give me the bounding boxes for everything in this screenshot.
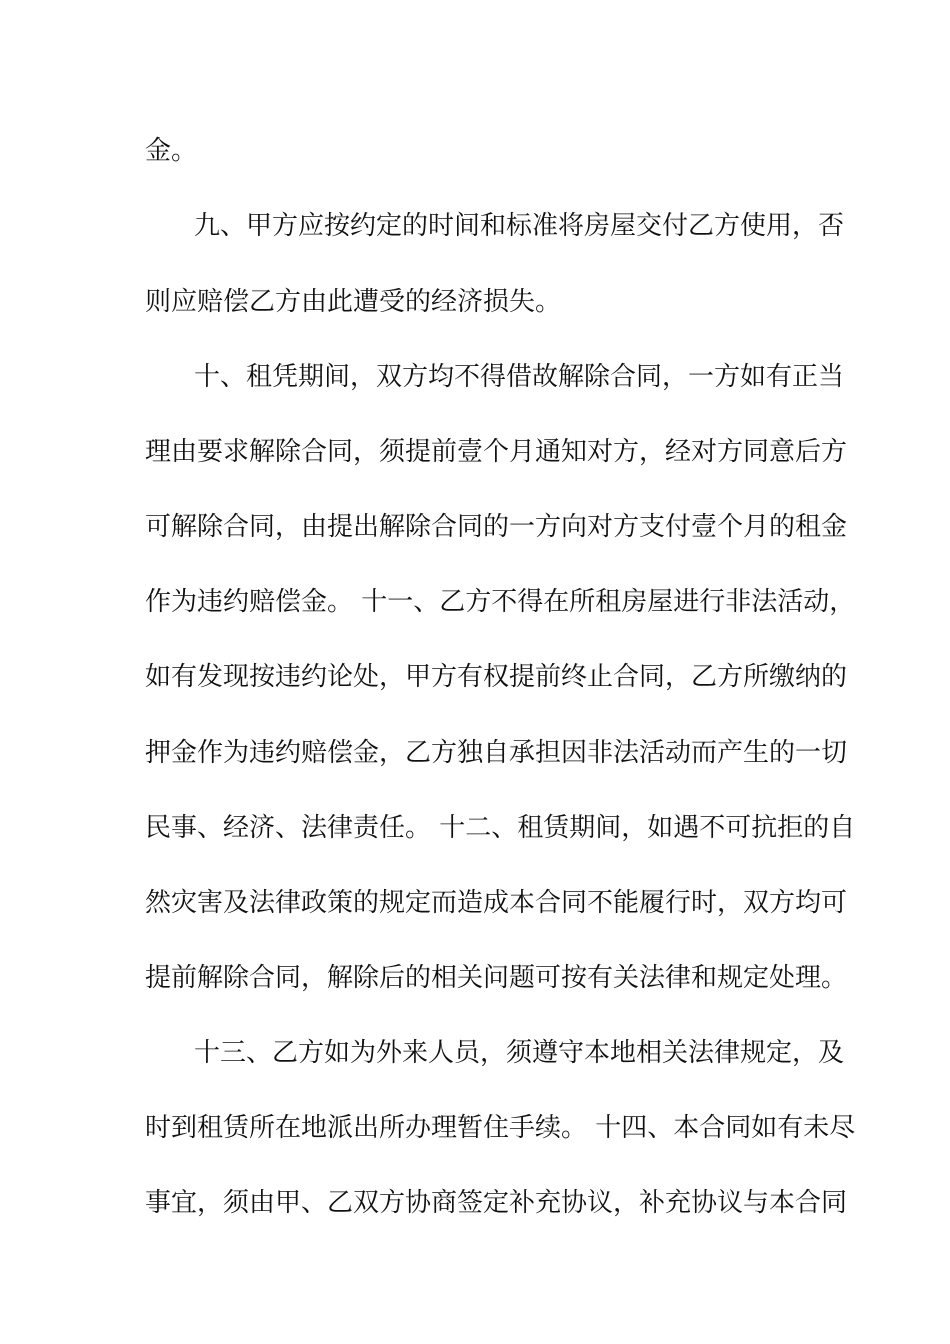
- text-line: 可解除合同，由提出解除合同的一方向对方支付壹个月的租金: [145, 512, 848, 542]
- text-line: 事宜，须由甲、乙双方协商签定补充协议，补充协议与本合同: [145, 1188, 848, 1218]
- text-line: 作为违约赔偿金。 十一、乙方不得在所租房屋进行非法活动，: [145, 587, 856, 617]
- text-line: 民事、经济、法律责任。 十二、租赁期间，如遇不可抗拒的自: [145, 813, 856, 843]
- text-line: 则应赔偿乙方由此遭受的经济损失。: [145, 287, 562, 317]
- text-line: 然灾害及法律政策的规定而造成本合同不能履行时，双方均可: [145, 888, 848, 918]
- text-line: 时到租赁所在地派出所办理暂住手续。 十四、本合同如有未尽: [145, 1113, 856, 1143]
- text-line: 十三、乙方如为外来人员，须遵守本地相关法律规定，及: [194, 1038, 845, 1068]
- text-line: 金。: [145, 136, 198, 166]
- text-line: 理由要求解除合同，须提前壹个月通知对方，经对方同意后方: [145, 437, 848, 467]
- text-line: 押金作为违约赔偿金，乙方独自承担因非法活动而产生的一切: [145, 738, 848, 768]
- text-line: 十、租凭期间，双方均不得借故解除合同，一方如有正当: [194, 362, 845, 392]
- text-line: 九、甲方应按约定的时间和标准将房屋交付乙方使用，否: [194, 211, 845, 241]
- text-line: 提前解除合同，解除后的相关问题可按有关法律和规定处理。: [145, 963, 848, 993]
- text-line: 如有发现按违约论处，甲方有权提前终止合同，乙方所缴纳的: [145, 662, 848, 692]
